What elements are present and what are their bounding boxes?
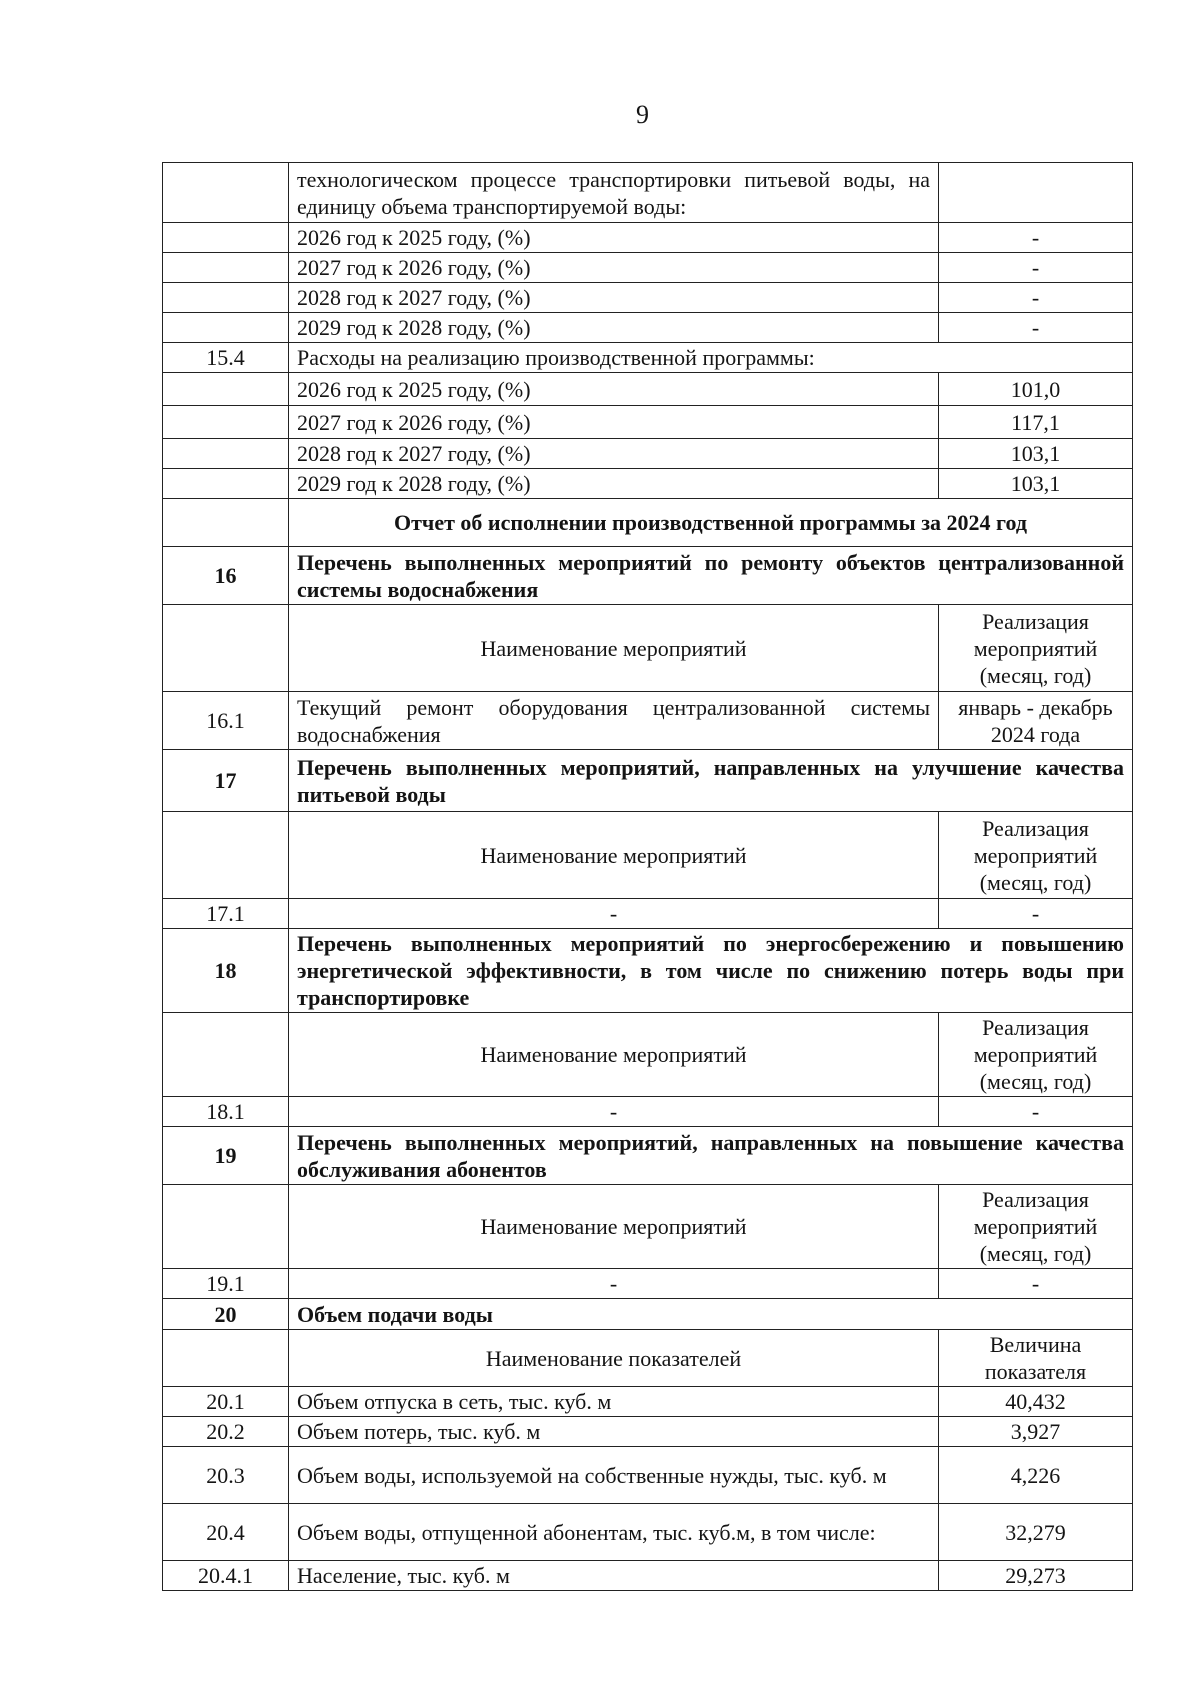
row-number-cell: 17 [163,750,289,812]
table-row [163,253,1133,283]
table-row [163,692,1133,750]
row-number-cell: 20.2 [163,1417,289,1447]
page-number: 9 [636,100,649,129]
row-text-cell: 2028 год к 2027 году, (%) [289,283,939,313]
row-text-cell: - [289,899,939,929]
row-text-cell: Объем воды, используемой на собственные нужды, тыс. куб. м [289,1447,939,1504]
row-value-cell: - [939,1269,1133,1299]
row-number-cell: 16 [163,547,289,605]
section-title-cell: Перечень выполненных мероприятий по ремонту объектов централизованной системы водоснабжения [289,547,1133,605]
column-header-value-cell: Величина показателя [939,1330,1133,1387]
section-title-cell: Перечень выполненных мероприятий, направленных на улучшение качества питьевой воды [289,750,1133,812]
table-row [163,929,1133,1013]
table-row [163,1185,1133,1269]
row-number-cell [163,812,289,899]
table-row [163,1013,1133,1097]
row-number-cell: 17.1 [163,899,289,929]
row-number-cell: 20.1 [163,1387,289,1417]
table-row [163,1447,1133,1504]
column-header-cell: Наименование мероприятий [289,605,939,692]
column-header-cell: Наименование мероприятий [289,1013,939,1097]
report-table [162,162,1133,1591]
table-row [163,163,1133,223]
table-row [163,1097,1133,1127]
table-row [163,1330,1133,1387]
row-text-cell: Расходы на реализацию производственной программы: [289,343,1133,373]
row-number-cell [163,1185,289,1269]
row-text-cell: 2029 год к 2028 году, (%) [289,313,939,343]
row-number-cell: 20.3 [163,1447,289,1504]
table-row [163,1127,1133,1185]
row-number-cell: 20 [163,1299,289,1330]
row-text-cell: - [289,1097,939,1127]
row-number-cell [163,253,289,283]
row-value-cell: 29,273 [939,1561,1133,1591]
row-number-cell: 18.1 [163,1097,289,1127]
row-text-cell: 2026 год к 2025 году, (%) [289,373,939,406]
table-row [163,223,1133,253]
column-header-cell: Наименование показателей [289,1330,939,1387]
row-value-cell: 101,0 [939,373,1133,406]
table-row [163,499,1133,547]
row-text-cell: технологическом процессе транспортировки питьевой воды, на единицу объема транспортируемой воды: [289,163,939,223]
row-number-cell: 18 [163,929,289,1013]
table-row [163,439,1133,469]
section-heading: Отчет об исполнении производственной программы за 2024 год [289,499,1133,547]
row-text-cell: - [289,1269,939,1299]
row-text-cell: Текущий ремонт оборудования централизованной системы водоснабжения [289,692,939,750]
table-row [163,313,1133,343]
table-row [163,605,1133,692]
row-number-cell [163,1013,289,1097]
table-row [163,373,1133,406]
row-value-cell: 3,927 [939,1417,1133,1447]
table-row [163,1561,1133,1591]
row-number-cell [163,313,289,343]
row-number-cell: 20.4.1 [163,1561,289,1591]
row-value-cell: 103,1 [939,469,1133,499]
table-row [163,1269,1133,1299]
row-number-cell: 16.1 [163,692,289,750]
row-value-cell: - [939,283,1133,313]
row-value-cell: - [939,1097,1133,1127]
row-value-cell: - [939,253,1133,283]
row-number-cell: 20.4 [163,1504,289,1561]
table-row [163,343,1133,373]
column-header-value-cell: Реализация мероприятий (месяц, год) [939,812,1133,899]
row-text-cell: 2029 год к 2028 году, (%) [289,469,939,499]
row-number-cell [163,605,289,692]
row-value-cell: январь - декабрь 2024 года [939,692,1133,750]
row-text-cell: Объем воды, отпущенной абонентам, тыс. куб.м, в том числе: [289,1504,939,1561]
row-number-cell [163,223,289,253]
table-row [163,547,1133,605]
column-header-value-cell: Реализация мероприятий (месяц, год) [939,1013,1133,1097]
row-value-cell: 4,226 [939,1447,1133,1504]
row-value-cell: - [939,223,1133,253]
row-number-cell [163,283,289,313]
section-title-cell: Объем подачи воды [289,1299,1133,1330]
table-row [163,1417,1133,1447]
row-text-cell: Население, тыс. куб. м [289,1561,939,1591]
row-value-cell: 32,279 [939,1504,1133,1561]
row-text-cell: 2028 год к 2027 году, (%) [289,439,939,469]
row-number-cell [163,469,289,499]
row-value-cell: 117,1 [939,406,1133,439]
column-header-cell: Наименование мероприятий [289,812,939,899]
row-value-cell: - [939,899,1133,929]
row-number-cell: 15.4 [163,343,289,373]
row-number-cell [163,499,289,547]
row-number-cell [163,163,289,223]
row-value-cell: - [939,313,1133,343]
section-title-cell: Перечень выполненных мероприятий по энергосбережению и повышению энергетической эффективности, в том числе по снижению потерь воды при транспортировке [289,929,1133,1013]
row-value-cell [939,163,1133,223]
column-header-value-cell: Реализация мероприятий (месяц, год) [939,605,1133,692]
table-row [163,283,1133,313]
section-title-cell: Перечень выполненных мероприятий, направленных на повышение качества обслуживания абонентов [289,1127,1133,1185]
row-number-cell: 19.1 [163,1269,289,1299]
table-row [163,750,1133,812]
column-header-cell: Наименование мероприятий [289,1185,939,1269]
row-number-cell [163,1330,289,1387]
table-row [163,1299,1133,1330]
row-text-cell: Объем отпуска в сеть, тыс. куб. м [289,1387,939,1417]
table-row [163,812,1133,899]
row-number-cell [163,373,289,406]
column-header-value-cell: Реализация мероприятий (месяц, год) [939,1185,1133,1269]
table-row [163,406,1133,439]
table-row [163,469,1133,499]
row-number-cell: 19 [163,1127,289,1185]
row-number-cell [163,406,289,439]
table-row [163,1387,1133,1417]
table-row [163,899,1133,929]
row-text-cell: 2026 год к 2025 году, (%) [289,223,939,253]
table-row [163,1504,1133,1561]
row-text-cell: 2027 год к 2026 году, (%) [289,406,939,439]
row-text-cell: Объем потерь, тыс. куб. м [289,1417,939,1447]
row-value-cell: 103,1 [939,439,1133,469]
row-number-cell [163,439,289,469]
row-value-cell: 40,432 [939,1387,1133,1417]
row-text-cell: 2027 год к 2026 году, (%) [289,253,939,283]
